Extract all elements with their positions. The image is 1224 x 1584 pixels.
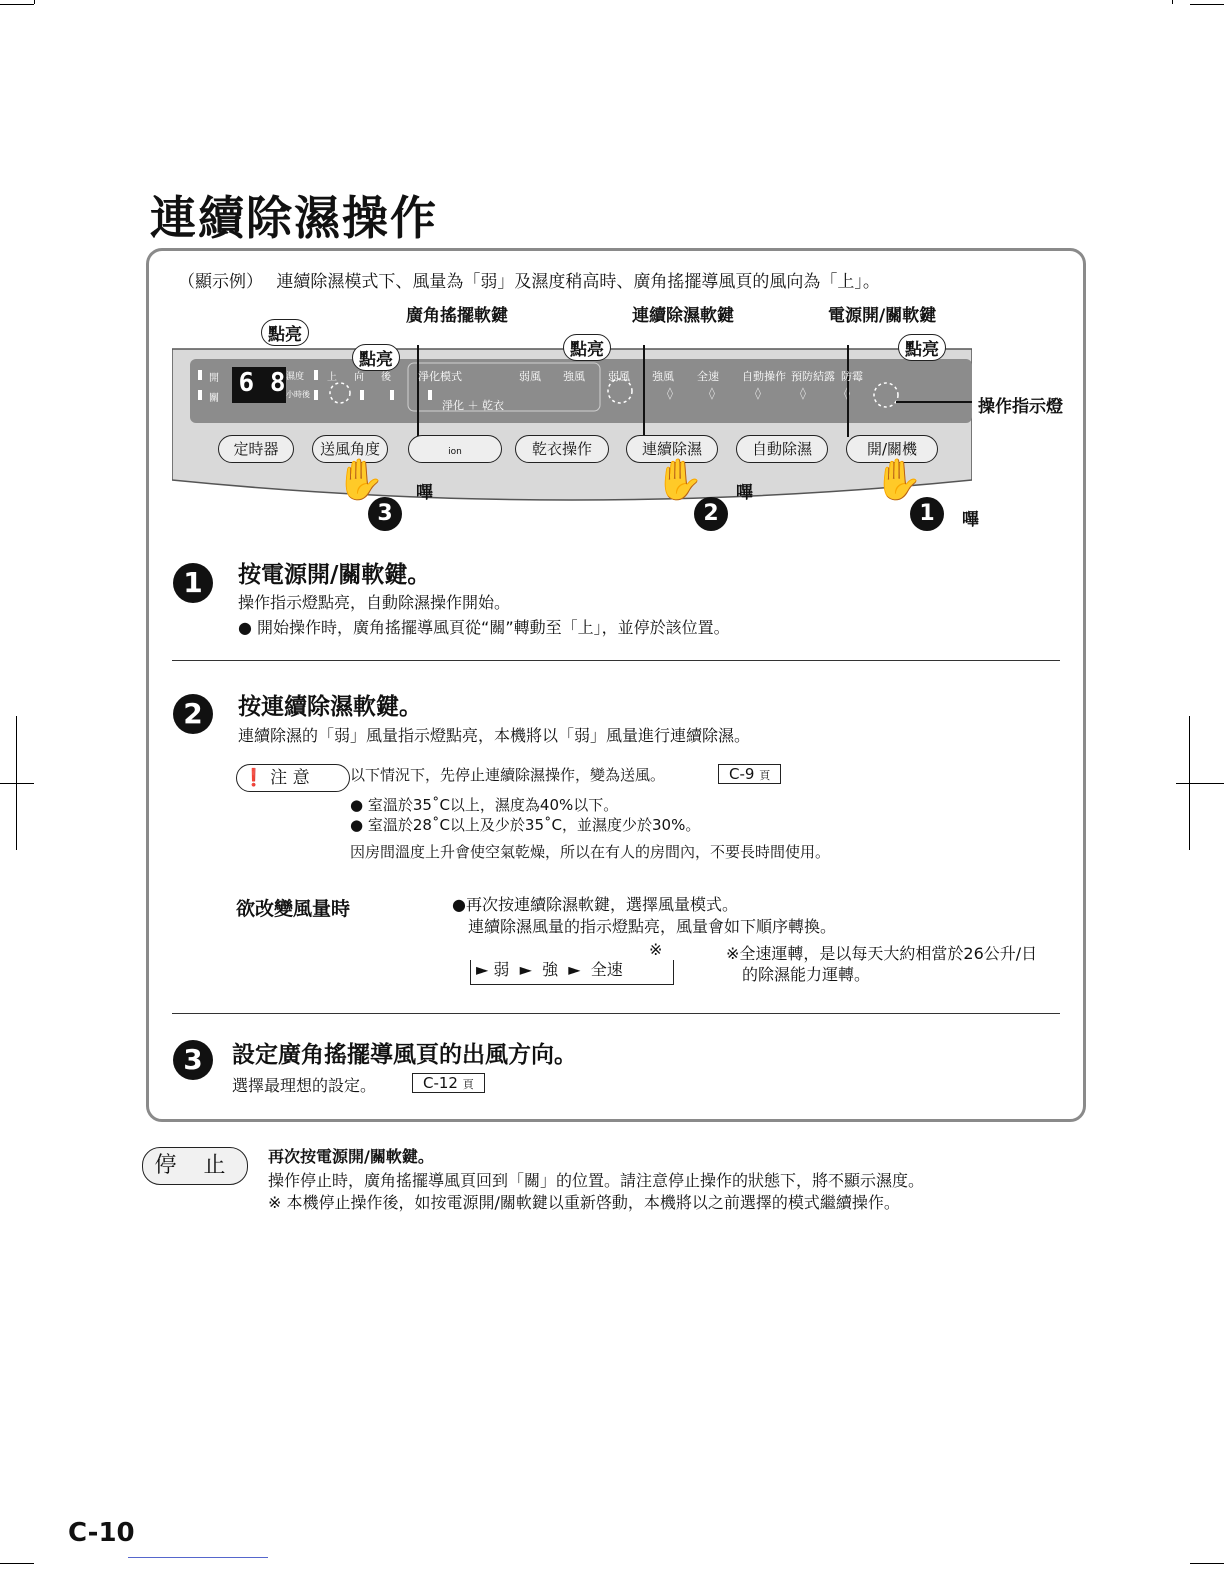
lit-bubble-humidity: 點亮 — [261, 319, 309, 346]
svg-text:◊: ◊ — [755, 386, 761, 400]
page-title: 連續除濕操作 — [150, 191, 438, 245]
indicator-weak-label: 弱風 — [608, 370, 630, 383]
step-3-number: 3 — [173, 1040, 213, 1080]
change-fan-label: 欲改變風量時 — [236, 898, 351, 920]
dir-label-up: 上 — [327, 372, 337, 383]
step-1-title: 按電源開/關軟鍵。 — [238, 562, 431, 588]
stop-line-1: 再次按電源開/關軟鍵。 — [268, 1147, 434, 1166]
divider-2 — [172, 1013, 1060, 1014]
beep-label-2: 嗶 — [736, 483, 753, 503]
ion-button[interactable] — [408, 435, 502, 463]
lit-bubble-indicator: 點亮 — [898, 334, 946, 361]
sequence-weak: 弱 — [493, 960, 510, 979]
step-2-title: 按連續除濕軟鍵。 — [238, 694, 422, 720]
hand-press-icon-3: ✋ — [335, 457, 385, 503]
beep-label-3: 嗶 — [416, 483, 433, 503]
svg-text:◊: ◊ — [800, 386, 806, 400]
step-2-number: 2 — [173, 694, 213, 734]
stop-line-3: ※ 本機停止操作後，如按電源開/關軟鍵以重新啓動，本機將以之前選擇的模式繼續操作。 — [268, 1193, 900, 1212]
humidity-display: 6 8 — [238, 368, 286, 398]
step-1-line: 操作指示燈點亮，自動除濕操作開始。 — [238, 593, 511, 612]
step-1-bullet: ● 開始操作時，廣角搖擺導風頁從“關”轉動至「上」，並停於該位置。 — [238, 618, 730, 637]
change-fan-line-2: 連續除濕風量的指示燈點亮，風量會如下順序轉換。 — [468, 917, 837, 936]
panel-step-3-marker: 3 — [368, 497, 402, 531]
sequence-full: 全速 — [590, 960, 623, 979]
full-speed-mark: ※ — [649, 940, 663, 959]
change-fan-line-1: ●再次按連續除濕軟鍵，選擇風量模式。 — [452, 895, 738, 914]
caution-badge — [236, 764, 350, 792]
footer-rule — [128, 1557, 268, 1558]
off-label: 關 — [209, 393, 219, 404]
purify-mode-label: 淨化模式 — [418, 370, 462, 383]
stop-line-2: 操作停止時，廣角搖擺導風頁回到「關」的位置。請注意停止操作的狀態下，將不顯示濕度。 — [268, 1171, 925, 1190]
beep-label-1: 嗶 — [962, 510, 979, 530]
fan-sequence: ► 弱 ► 強 ► 全速 — [476, 960, 623, 979]
hours-label: 小時後 — [286, 390, 310, 399]
indicator-strong-label: 強風 — [652, 370, 674, 383]
lit-bubble-direction: 點亮 — [352, 344, 400, 371]
dry-clothes-button[interactable]: 乾衣操作 — [515, 435, 609, 463]
svg-text:◊: ◊ — [667, 386, 673, 400]
caution-icon: ❗ — [243, 768, 265, 788]
purify-dry-label: 淨化 ＋ 乾衣 — [442, 399, 504, 412]
indicator-condensation-label: 預防結露 — [791, 370, 835, 383]
step-1-bullet-text: 開始操作時，廣角搖擺導風頁從“關”轉動至「上」，並停於該位置。 — [257, 618, 730, 637]
panel-step-2-marker: 2 — [694, 497, 728, 531]
ion-icon: ion — [448, 447, 462, 457]
example-label: （顯示例） — [178, 272, 263, 292]
caution-bullet-2-text: 室溫於28˚C以上及少於35˚C，並濕度少於30%。 — [367, 816, 701, 834]
on-label: 開 — [209, 373, 219, 384]
caution-note: 因房間溫度上升會使空氣乾燥，所以在有人的房間內，不要長時間使用。 — [350, 843, 831, 861]
display-example — [178, 267, 880, 292]
hand-press-icon-2: ✋ — [654, 457, 704, 503]
purify-strong-label: 強風 — [563, 370, 585, 383]
callout-power-key: 電源開/關軟鍵 — [828, 306, 937, 326]
caution-ref-page: 頁 — [759, 769, 771, 782]
caution-label: 注 意 — [270, 768, 310, 788]
continuous-dehumidify-button[interactable]: 連續除濕 — [626, 435, 718, 463]
step-3-title: 設定廣角搖擺導風頁的出風方向。 — [232, 1042, 577, 1068]
stop-label: 停 止 — [142, 1147, 248, 1185]
auto-dehumidify-button[interactable]: 自動除濕 — [736, 435, 828, 463]
example-text: 連續除濕模式下、風量為「弱」及濕度稍高時、廣角搖擺導風頁的風向為「上」。 — [276, 272, 880, 292]
svg-text:◊: ◊ — [709, 386, 715, 400]
air-angle-button[interactable]: 送風角度 — [312, 435, 388, 463]
panel-step-1-marker: 1 — [910, 497, 944, 531]
lit-bubble-weak: 點亮 — [563, 334, 611, 361]
caution-bullet-1: ● 室溫於35˚C以上，濕度為40%以下。 — [350, 796, 619, 814]
svg-text:◊: ◊ — [844, 386, 850, 400]
dir-label-2: 後 — [381, 372, 391, 383]
caution-text: 以下情況下，先停止連續除濕操作，變為送風。 — [350, 766, 666, 784]
power-button[interactable]: 開/關機 — [846, 435, 938, 463]
caution-page-ref[interactable] — [718, 764, 781, 784]
caution-ref-code: C-9 — [729, 765, 755, 783]
step-3-page-ref[interactable] — [412, 1073, 485, 1093]
hand-press-icon-1: ✋ — [873, 457, 923, 503]
callout-indicator-lamp: 操作指示燈 — [978, 397, 1063, 417]
humidity-label: 濕度 — [286, 372, 305, 382]
footnote-line-2: 的除濕能力運轉。 — [742, 965, 871, 984]
indicator-full-label: 全速 — [697, 370, 719, 383]
purify-weak-label: 弱風 — [519, 370, 541, 383]
step-3-ref-code: C-12 — [423, 1074, 458, 1092]
indicator-mold-label: 防霉 — [841, 370, 863, 383]
footnote-line-1: ※全速運轉，是以每天大約相當於26公升/日 — [726, 944, 1038, 963]
step-3-line: 選擇最理想的設定。 — [232, 1076, 377, 1095]
step-2-line: 連續除濕的「弱」風量指示燈點亮，本機將以「弱」風量進行連續除濕。 — [238, 726, 751, 745]
indicator-auto-label: 自動操作 — [742, 370, 786, 383]
step-3-ref-page: 頁 — [462, 1078, 474, 1091]
caution-bullet-2: ● 室溫於28˚C以上及少於35˚C，並濕度少於30%。 — [350, 816, 701, 834]
timer-button[interactable]: 定時器 — [218, 435, 294, 463]
page-number: C-10 — [68, 1518, 135, 1548]
caution-bullet-1-text: 室溫於35˚C以上，濕度為40%以下。 — [367, 796, 619, 814]
callout-continuous-key: 連續除濕軟鍵 — [632, 306, 734, 326]
dir-label-1: 向 — [354, 372, 364, 383]
step-1-number: 1 — [173, 563, 213, 603]
sequence-strong: 強 — [542, 960, 559, 979]
divider-1 — [172, 660, 1060, 661]
callout-wide-angle-key: 廣角搖擺軟鍵 — [406, 306, 508, 326]
